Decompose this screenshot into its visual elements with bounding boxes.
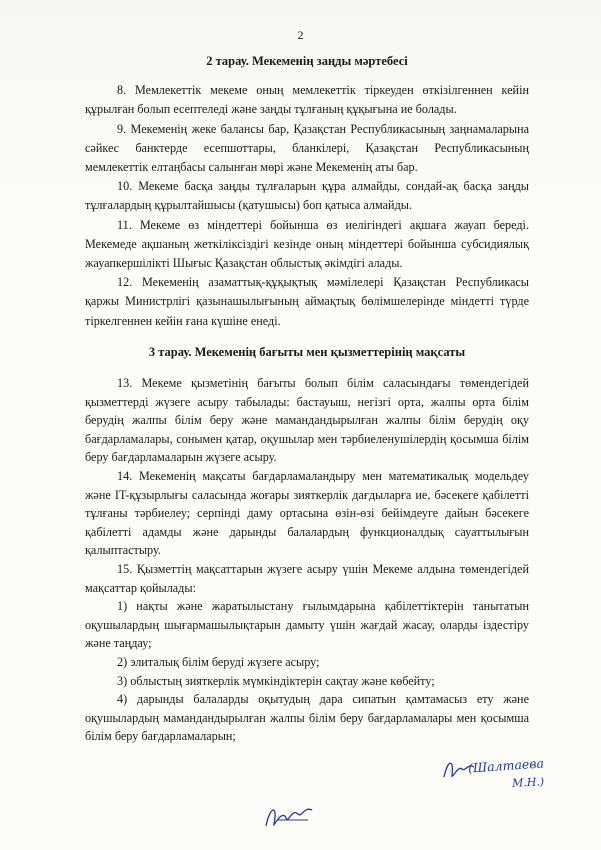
- paragraph-9: 9. Мекеменің жеке балансы бар, Қазақстан Республикасының заңнамаларына сәйкес банктерде есепшоттары, бланкілері, Қазақстан Республикасының мемлекеттік елтаңбасы салынған мөрі және Мекеменің аты бар.: [85, 121, 529, 175]
- section-3-title: 3 тарау. Мекеменің бағыты мен қызметтерінің мақсаты: [148, 344, 466, 359]
- section-2-title: 2 тарау. Мекеменің заңды мәртебесі: [206, 54, 408, 68]
- page-number: 2: [297, 28, 304, 42]
- paragraph-15: 15. Қызметтің мақсаттарын жүзеге асыру үшін Мекеме алдына төмендегідей мақсаттар қойылады:: [85, 561, 529, 595]
- paragraph-8: 8. Мемлекеттік мекеме оның мемлекеттік тіркеуден өткізілгеннен кейін құрылған болып есептеледі және заңды тұлғаның құқығына ие болады.: [85, 83, 529, 117]
- list-item-2: 2) элиталық білім беруді жүзеге асыру;: [117, 654, 320, 669]
- list-item-4: 4) дарынды балаларды оқытудың дара сипатын қамтамасыз ету және оқушылардың мамандандырылған жалпы білім беру бағдарламалары мен қосымша білім беру бағдарламаларын;: [85, 692, 529, 744]
- list-item-1: 1) нақты және жаратылыстану ғылымдарына қабілеттіктерін танытатын оқушылардың шығармашылықтарын дамыту үшін жағдай жасау, оларды іздестіру және таңдау;: [85, 599, 529, 651]
- handwritten-initials: М.Н.): [511, 775, 545, 790]
- handwritten-name: (Шалтаева: [467, 755, 545, 776]
- signature-bottom: [260, 800, 320, 839]
- paragraph-10: 10. Мекеме басқа заңды тұлғаларын құра алмайды, сондай-ақ басқа заңды тұлғалардың құрылтайшысы (қатушысы) боп қатыса алмайды.: [85, 179, 529, 213]
- document-body: [85, 52, 529, 746]
- paragraph-11: 11. Мекеме өз міндеттері бойынша өз иелігіндегі ақшаға жауап береді. Мекемеде ақшаның жеткіліксіздігі кезінде оның міндеттері бойынша субсидиялық жауапкершілікті Шығыс Қазақстан облыстық әкімдігі алады.: [85, 217, 529, 271]
- paragraph-13: 13. Мекеме қызметінің бағыты болып білім саласындағы төмендегідей қызметтерді жүзеге асыру табылады: бастауыш, негізгі орта, жалпы орта білім берудің жалпы білім беру және мамандандырылған жалпы білім берудің оқу бағдарламалары, сонымен қатар, оқушылар мен тәрбиеленушілердің қосымша білім беру бағдарламаларын жүзеге асыру.: [85, 376, 529, 465]
- list-item-3: 3) облыстың зияткерлік мүмкіндіктерін сақтау және көбейту;: [117, 673, 435, 688]
- paragraph-12: 12. Мекеменің азаматтық-құқықтық мәмілелері Қазақстан Республикасы қаржы Министрлігі қазынашылығының аймақтық бөлімшелерінде міндетті түрде тіркелгеннен кейін ғана күшіне енеді.: [85, 275, 529, 328]
- paragraph-14: 14. Мекеменің мақсаты бағдарламаландыру мен математикалық модельдеу және IT-құзырлығы саласында жоғары зияткерлік дағдыларға ие, бәсекеге қабілетті тұлғаны тәрбиелеу; серпінді даму ортасына өзін-өзі бейімдеуге дайын бәсекеге қабілетті адамды және дарынды балалардың функционалдық сауаттылығын қалыптастыру.: [85, 469, 529, 558]
